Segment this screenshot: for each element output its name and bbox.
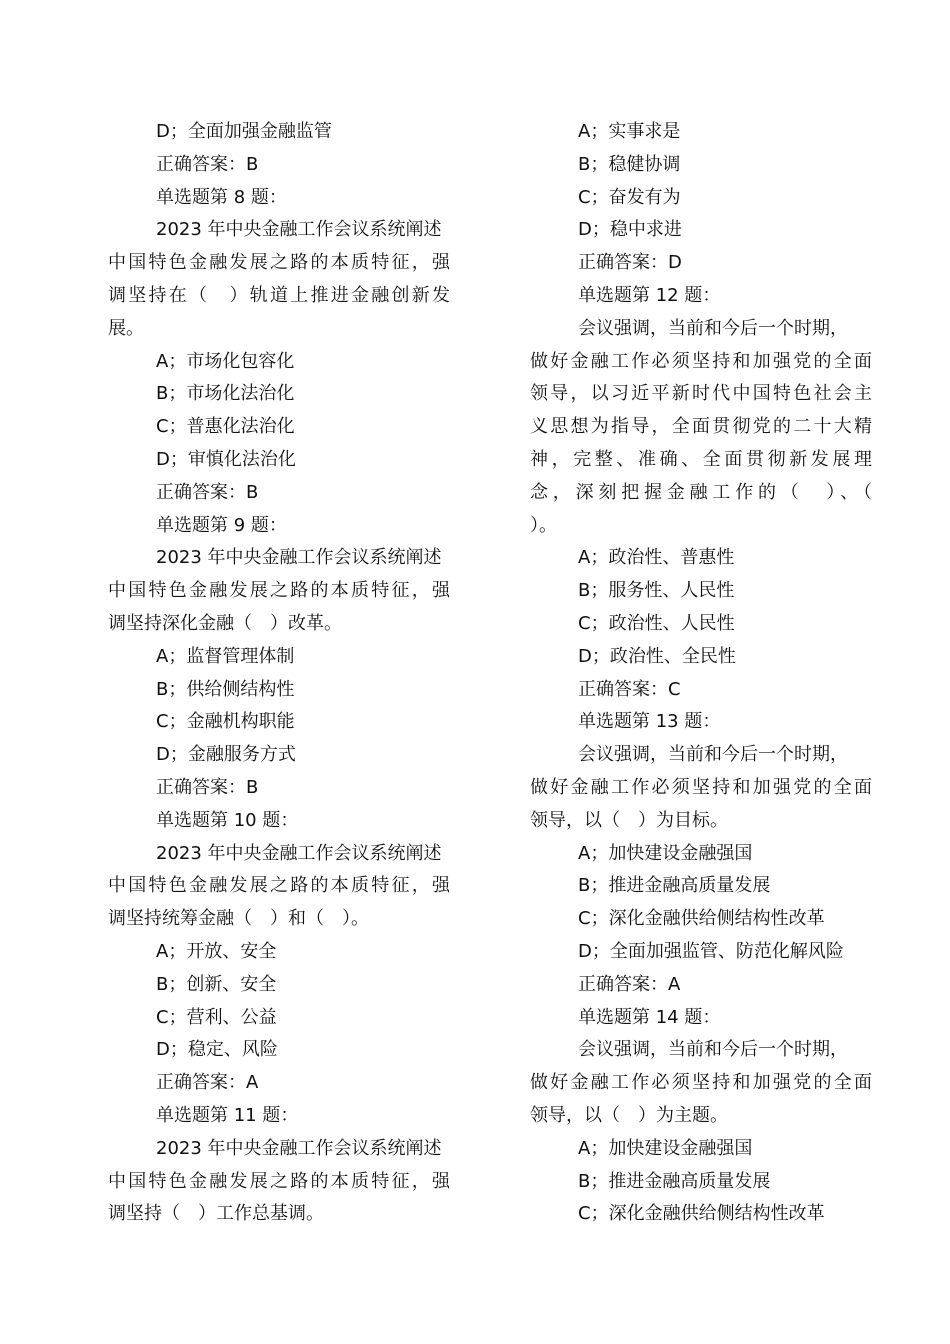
answer-option: C；深化金融供给侧结构性改革: [578, 908, 825, 930]
question-text-line: 中国特色金融发展之路的本质特征，强: [108, 875, 450, 897]
answer-option: C；普惠化法治化: [156, 416, 295, 438]
correct-answer: 正确答案：B: [156, 153, 259, 175]
question-text-line: 会议强调，当前和今后一个时期，: [578, 1039, 848, 1061]
question-text-line: 领导，以习近平新时代中国特色社会主: [530, 383, 872, 405]
answer-option: A；监督管理体制: [156, 645, 295, 667]
correct-answer: 正确答案：B: [156, 776, 259, 798]
correct-answer: 正确答案：A: [578, 973, 681, 995]
question-text-line: 2023 年中央金融工作会议系统阐述: [156, 219, 442, 241]
question-text-line: 调坚持（ ）工作总基调。: [108, 1203, 324, 1225]
answer-option: C；深化金融供给侧结构性改革: [578, 1203, 825, 1225]
answer-option: C；奋发有为: [578, 186, 681, 208]
answer-option: D；审慎化法治化: [156, 448, 296, 470]
answer-option: D；稳中求进: [578, 219, 682, 241]
answer-option: C；政治性、人民性: [578, 612, 735, 634]
question-text-line: 中国特色金融发展之路的本质特征，强: [108, 1170, 450, 1192]
question-text-line: 会议强调，当前和今后一个时期，: [578, 317, 848, 339]
question-text-line: 中国特色金融发展之路的本质特征，强: [108, 252, 450, 274]
answer-option: D；全面加强金融监管: [156, 121, 332, 142]
question-text-line: 展。: [108, 317, 144, 339]
correct-answer: 正确答案：A: [156, 1072, 259, 1094]
question-text-line: 做好金融工作必须坚持和加强党的全面: [530, 776, 872, 798]
question-text-line: 中国特色金融发展之路的本质特征，强: [108, 580, 450, 602]
answer-option: D；稳定、风险: [156, 1039, 278, 1061]
answer-option: A；加快建设金融强国: [578, 1137, 753, 1159]
question-header: 单选题第 13 题：: [578, 711, 721, 733]
left-column: [108, 116, 450, 1231]
question-header: 单选题第 11 题：: [156, 1104, 299, 1126]
question-text-line: 领导，以（ ）为目标。: [530, 809, 728, 831]
answer-option: A；加快建设金融强国: [578, 842, 753, 864]
answer-option: B；推进金融高质量发展: [578, 1170, 771, 1192]
question-header: 单选题第 9 题：: [156, 514, 287, 536]
question-header: 单选题第 12 题：: [578, 284, 721, 306]
correct-answer: 正确答案：C: [578, 678, 681, 700]
question-text-line: 2023 年中央金融工作会议系统阐述: [156, 1137, 442, 1159]
answer-option: B；推进金融高质量发展: [578, 875, 771, 897]
question-header: 单选题第 10 题：: [156, 809, 299, 831]
question-text-line: 念，深刻把握金融工作的（ ）、（: [530, 481, 872, 503]
question-text-line: 调坚持深化金融（ ）改革。: [108, 612, 342, 634]
answer-option: B；稳健协调: [578, 153, 681, 175]
answer-option: D；金融服务方式: [156, 744, 296, 766]
question-text-line: 神，完整、准确、全面贯彻新发展理: [530, 448, 872, 470]
question-header: 单选题第 8 题：: [156, 186, 287, 208]
correct-answer: 正确答案：B: [156, 481, 259, 503]
question-text-line: 义思想为指导，全面贯彻党的二十大精: [530, 416, 872, 438]
question-text-line: 做好金融工作必须坚持和加强党的全面: [530, 1072, 872, 1094]
question-text-line: 调坚持在（ ）轨道上推进金融创新发: [108, 284, 450, 306]
correct-answer: 正确答案：D: [578, 252, 682, 274]
answer-option: B；创新、安全: [156, 973, 277, 995]
right-column: [530, 116, 872, 1231]
question-text-line: 领导，以（ ）为主题。: [530, 1104, 728, 1126]
question-text-line: 做好金融工作必须坚持和加强党的全面: [530, 350, 872, 372]
answer-option: B；供给侧结构性: [156, 678, 295, 700]
answer-option: A；实事求是: [578, 121, 681, 142]
question-text-line: 会议强调，当前和今后一个时期，: [578, 744, 848, 766]
answer-option: C；金融机构职能: [156, 711, 295, 733]
question-text-line: 2023 年中央金融工作会议系统阐述: [156, 842, 442, 864]
answer-option: D；政治性、全民性: [578, 645, 736, 667]
answer-option: C；营利、公益: [156, 1006, 277, 1028]
question-header: 单选题第 14 题：: [578, 1006, 721, 1028]
answer-option: B；市场化法治化: [156, 383, 295, 405]
question-text-line: 调坚持统筹金融（ ）和（ ）。: [108, 908, 369, 930]
question-text-line: ）。: [530, 514, 557, 536]
answer-option: A；开放、安全: [156, 940, 277, 962]
answer-option: B；服务性、人民性: [578, 580, 735, 602]
answer-option: A；市场化包容化: [156, 350, 295, 372]
answer-option: A；政治性、普惠性: [578, 547, 735, 569]
answer-option: D；全面加强监管、防范化解风险: [578, 940, 844, 962]
question-text-line: 2023 年中央金融工作会议系统阐述: [156, 547, 442, 569]
